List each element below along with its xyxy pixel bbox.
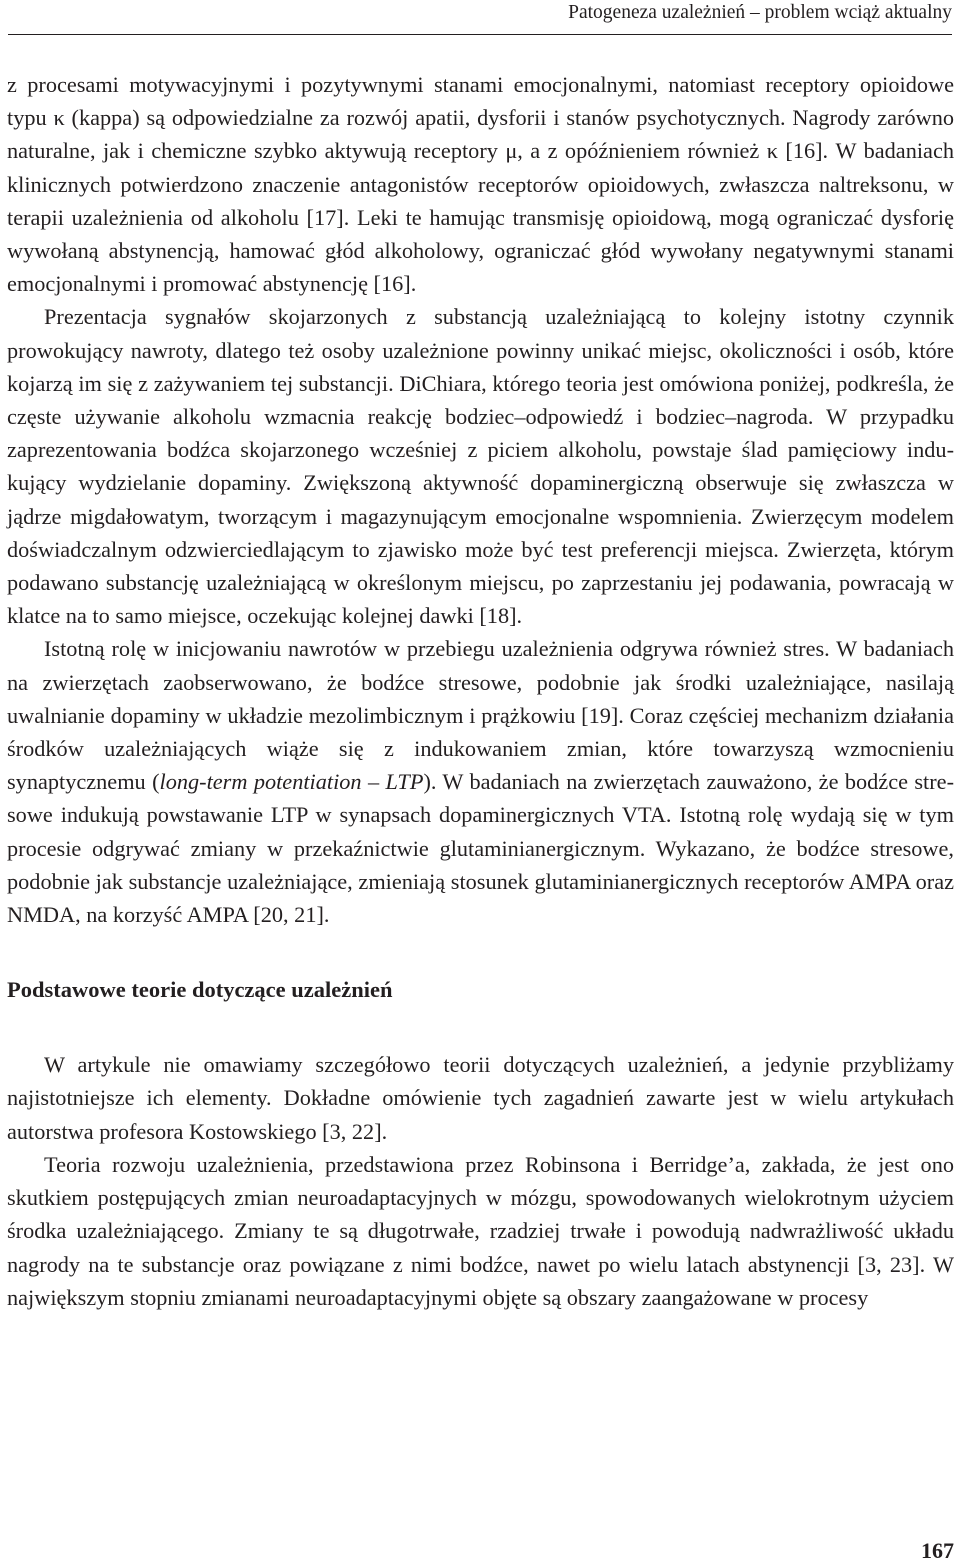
page-number: 167 <box>921 1538 954 1563</box>
page-body <box>7 68 954 1314</box>
italic-term: long-term potentiation – LTP <box>159 769 424 795</box>
body-paragraph: Prezentacja sygnałów skojarzonych z substancją uzależniającą to kolejny istotny czynnik prowokujący nawroty, dlatego też osoby uzależnione powinny unikać miejsc, okoliczności i osób, które kojarzą im się z zażywaniem tej substancji. DiChiara, którego teoria jest omówiona poniżej, podkreśla, że częste używanie alkoholu wzmacnia reakcję bodziec–odpowiedź i bodziec–nagroda. W przypadku zaprezentowania bodźca skojarzonego wcześniej z piciem alkoholu, powstaje ślad pamięciowy indukujący wydzielanie dopaminy. Zwiększoną aktywność dopaminergiczną obserwuje się zwłaszcza w jądrze migdałowatym, tworzącym i magazynującym emocjonalne wspomnienia. Zwierzęcym modelem doświadczalnym odzwierciedlającym to zjawisko może być test preferencji miejsca. Zwierzęta, którym podawano substancję uzależniającą w określonym miejscu, po zaprzestaniu jej podawania, powracają w klatce na to samo miejsce, oczekując kolejnej dawki [18]. <box>7 304 954 629</box>
header-divider <box>8 34 952 35</box>
body-paragraph: z procesami motywacyjnymi i pozytywnymi stanami emocjonalnymi, natomiast receptory opioidowe typu κ (kappa) są odpowiedzialne za rozwój apatii, dysforii i stanów psychotycznych. Nagrody zarówno naturalne, jak i chemiczne szybko aktywują receptory μ, a z opóźnieniem również κ [16]. W badaniach klinicznych potwierdzono znaczenie antagonistów receptorów opioidowych, zwłaszcza naltreksonu, w terapii uzależnienia od alkoholu [17]. Leki te hamując transmisję opioidową, mogą ograniczać dysforię wywołaną abstynencją, hamować głód alkoholowy, ograniczać głód wywołany negatywnymi stanami emocjonalnymi i promować abstynencję [16]. <box>7 72 954 297</box>
body-paragraph: W artykule nie omawiamy szczegółowo teorii dotyczących uzależnień, a jedynie przybliżamy najistotniejsze ich elementy. Dokładne omówienie tych zagadnień zawarte jest w wielu artykułach autorstwa profesora Kostowskiego [3, 22]. <box>7 1052 954 1144</box>
section-heading: Podstawowe teorie dotyczące uzależnień <box>7 977 393 1003</box>
body-paragraph: Teoria rozwoju uzależnienia, przedstawiona przez Robinsona i Berridge’a, zakłada, że jest ono skutkiem postępujących zmian neuroadaptacyjnych w mózgu, spowodowanych wielokrotnym użyciem środka uzależniającego. Zmiany te są długotrwałe, rzadziej trwałe i powodują nadwrażliwość układu nagrody na te substancje oraz powiązane z nimi bodźce, nawet po wielu latach abstynencji [3, 23]. W największym stopniu zmianami neuroadaptacyjnymi objęte są obszary zaangażowane w procesy <box>7 1151 954 1310</box>
paragraph-text: Istotną rolę w inicjowaniu nawrotów w przebiegu uzależnienia odgrywa również stres. W badaniach na zwierzętach zaobserwowano, że bodźce stresowe, podobnie jak środki uzależniające, nasilają uwalnianie dopaminy w układzie mezolimbicznym i prążkowiu [19]. Coraz częściej mechanizm działania środków uzależniających wiąże się z indukowaniem zmian, które towarzyszą wzmocnieniu synaptycznemu ( <box>7 636 954 795</box>
paragraph-text: ). W badaniach na zwierzętach zauważono, że bodźce stresowe indukują powstawanie LTP w synapsach dopaminergicznych VTA. Istotną rolę wydają się w tym procesie odgrywać zmiany w przekaźnictwie glutaminianergicznym. Wykazano, że bodźce stresowe, podobnie jak substancje uzależniające, zmieniają stosunek glutaminianergicznych receptorów AMPA oraz NMDA, na korzyść AMPA [20, 21]. <box>7 769 954 928</box>
running-header: Patogeneza uzależnień – problem wciąż aktualny <box>568 2 952 23</box>
body-paragraph <box>7 632 954 931</box>
